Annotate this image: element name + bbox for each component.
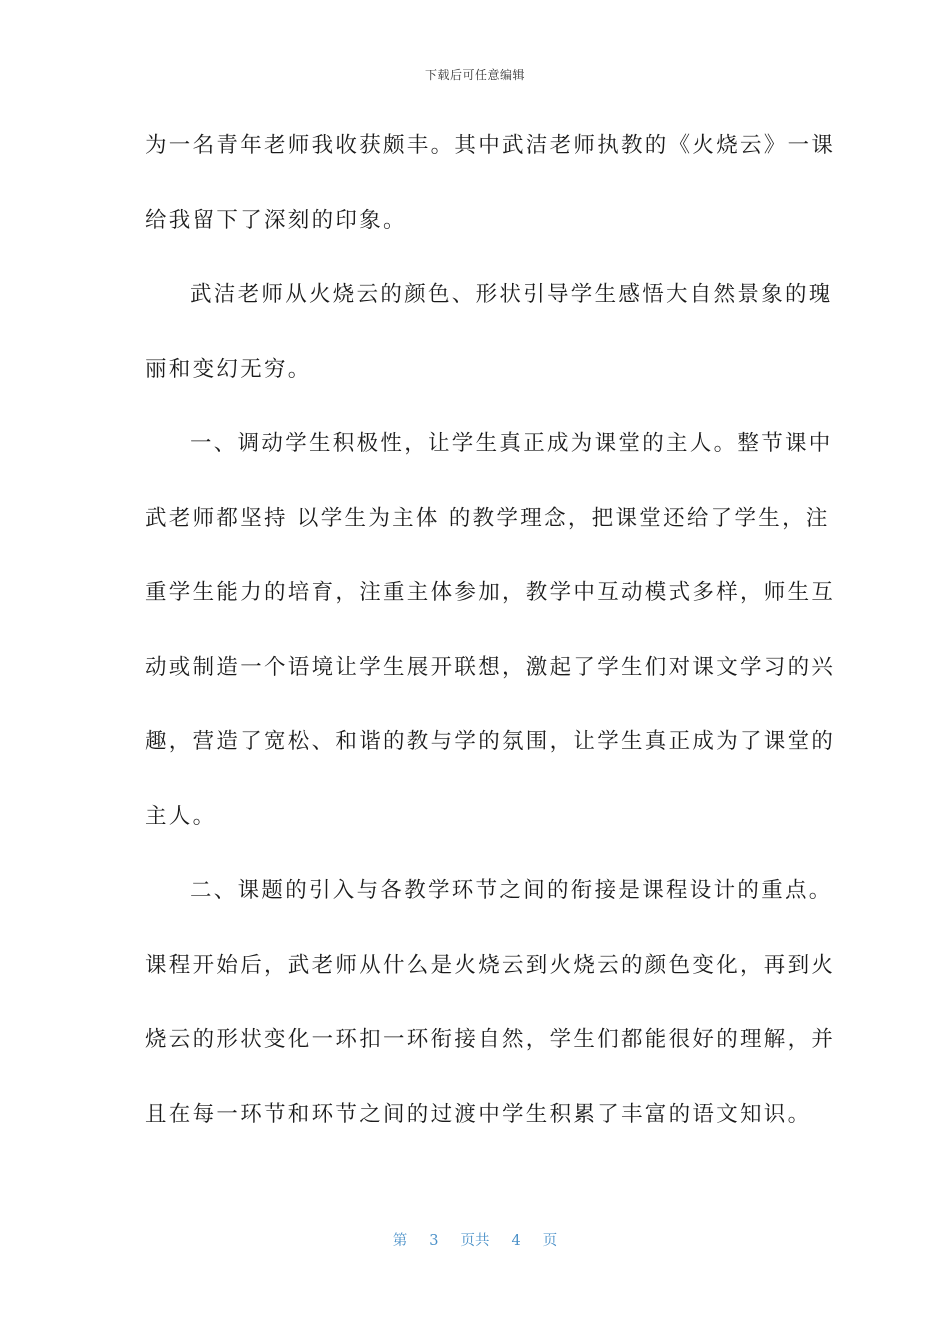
current-page-number: 3 [429,1233,439,1249]
text-line: 主人。 [145,803,217,829]
footer-mid: 页共 [460,1233,490,1249]
paragraph-start: 武洁老师从火烧云的颜色、形状引导学生感悟大自然景象的瑰 [190,282,833,307]
paragraph-start: 一、调动学生积极性，让学生真正成为课堂的主人。整节课中 [190,431,833,456]
text-line: 烧云的形状变化一环扣一环衔接自然，学生们都能很好的理解，并 [145,1027,836,1052]
page-footer [0,1229,950,1250]
text-line: 给我留下了深刻的印象。 [145,207,407,233]
footer-prefix: 第 [392,1233,408,1249]
total-pages-number: 4 [511,1233,521,1249]
text-line: 课程开始后，武老师从什么是火烧云到火烧云的颜色变化，再到火 [145,952,836,978]
text-line: 武老师都坚持 以学生为主体 的教学理念，把课堂还给了学生，注 [145,505,830,531]
text-line: 动或制造一个语境让学生展开联想，激起了学生们对课文学习的兴 [145,654,836,680]
text-line: 且在每一环节和环节之间的过渡中学生积累了丰富的语文知识。 [145,1101,812,1127]
header-note: 下载后可任意编辑 [424,68,525,82]
text-line: 为一名青年老师我收获颇丰。其中武洁老师执教的《火烧云》一课 [145,133,836,158]
text-line: 趣，营造了宽松、和谐的教与学的氛围，让学生真正成为了课堂的 [145,729,836,754]
paragraph-start: 二、课题的引入与各教学环节之间的衔接是课程设计的重点。 [190,878,833,903]
footer-suffix: 页 [542,1233,558,1249]
text-line: 丽和变幻无穷。 [145,356,312,382]
body-text [145,120,836,1163]
text-line: 重学生能力的培育，注重主体参加，教学中互动模式多样，师生互 [145,580,836,605]
